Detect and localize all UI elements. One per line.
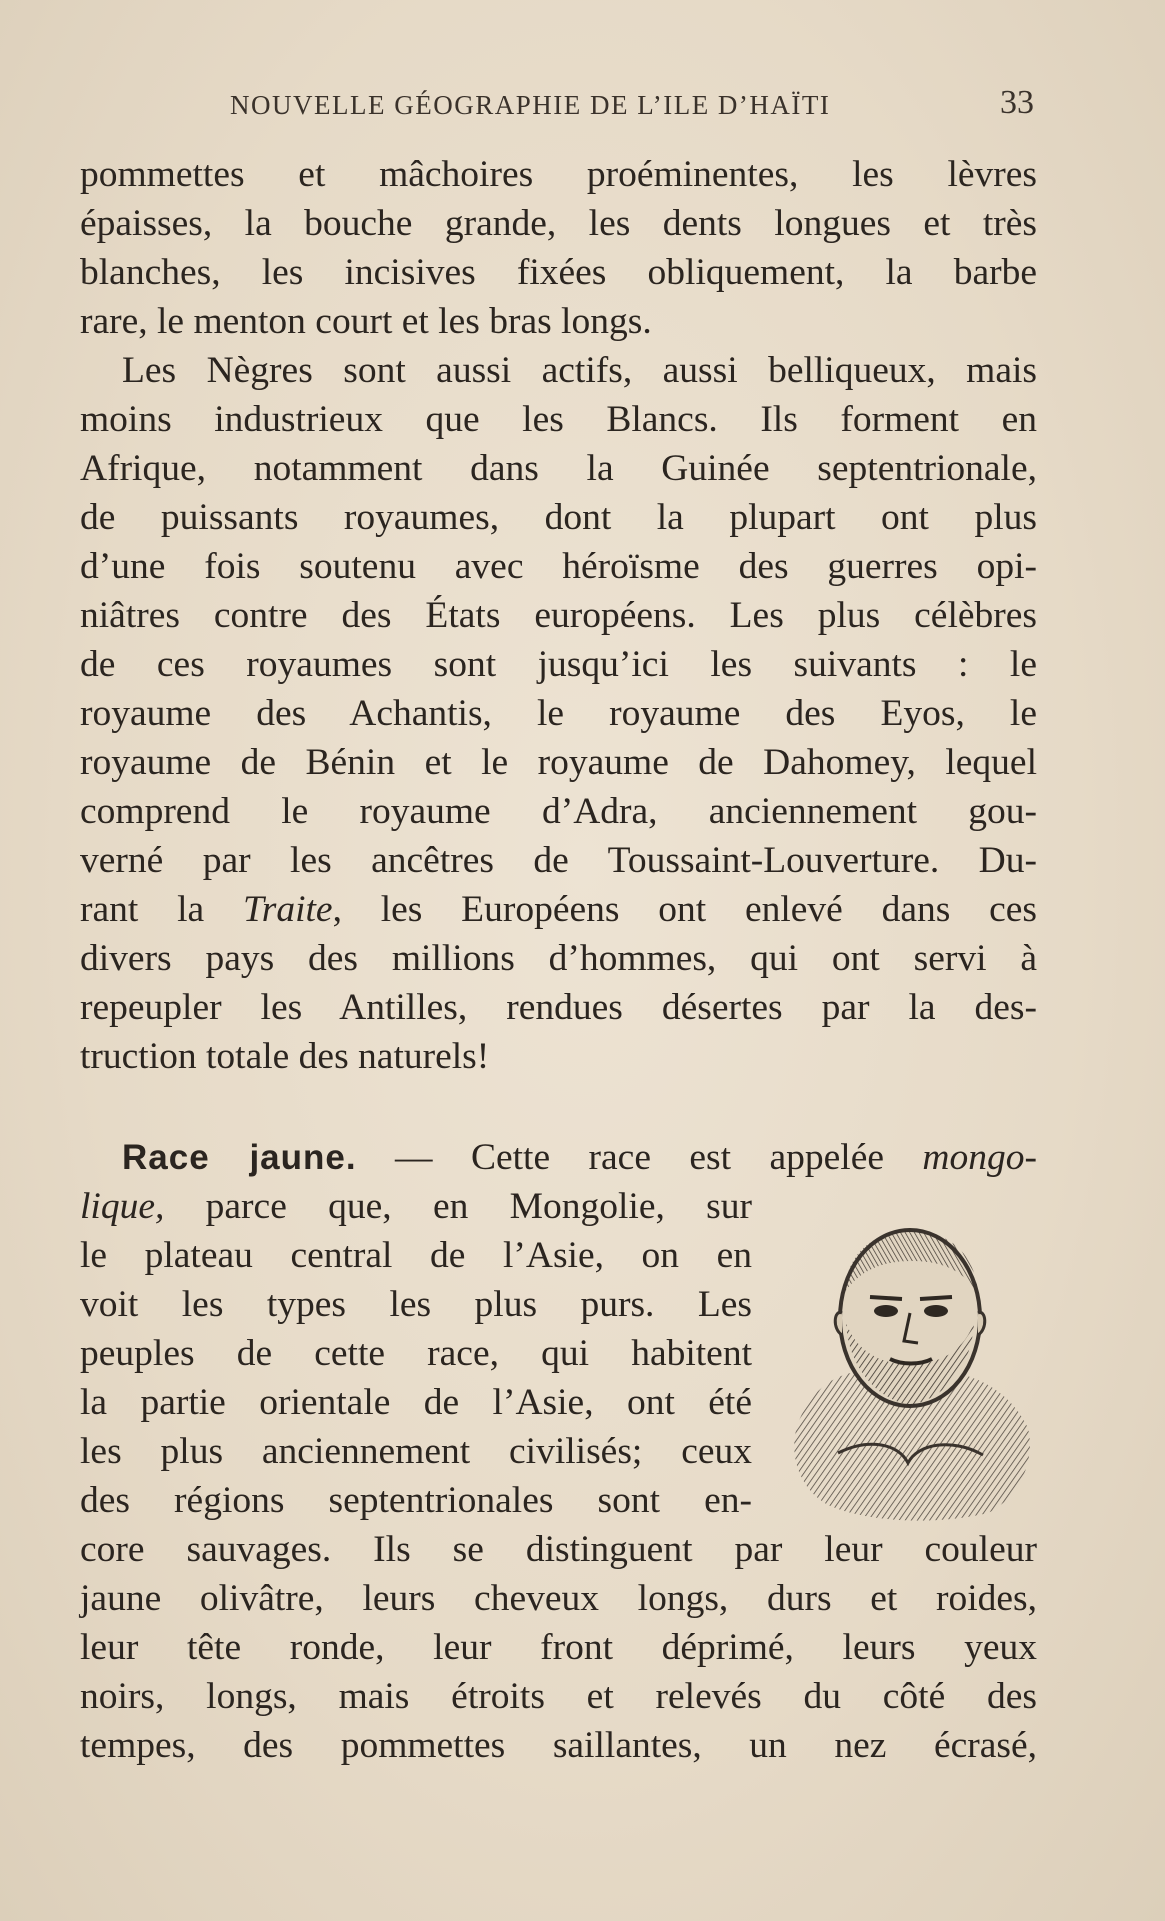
- text-line: la partie orientale de l’Asie, ont été: [80, 1382, 752, 1423]
- text-line: d’une fois soutenu avec héroïsme des guerres opi-: [80, 546, 1037, 587]
- section-heading: Race jaune.: [122, 1138, 357, 1177]
- line-prefix: rant la: [80, 889, 243, 930]
- line-text: parce que, en Mongolie, sur: [164, 1186, 752, 1227]
- text-line: royaume de Bénin et le royaume de Dahomey, lequel: [80, 742, 1037, 783]
- text-line: le plateau central de l’Asie, on en: [80, 1235, 752, 1276]
- text-line: de puissants royaumes, dont la plupart ont plus: [80, 497, 1037, 538]
- body-text: [80, 150, 1037, 1081]
- text-line: Afrique, notamment dans la Guinée septentrionale,: [80, 448, 1037, 489]
- section-heading-line: [80, 1133, 1037, 1182]
- heading-text: Cette race est appelée: [470, 1137, 923, 1178]
- text-line: divers pays des millions d’hommes, qui ont servi à: [80, 938, 1037, 979]
- text-line: voit les types les plus purs. Les: [80, 1284, 752, 1325]
- portrait-head: [835, 1230, 985, 1406]
- text-line: les plus anciennement civilisés; ceux: [80, 1431, 752, 1472]
- text-line: leur tête ronde, leur front déprimé, leurs yeux: [80, 1627, 1037, 1668]
- heading-dash: —: [356, 1137, 471, 1178]
- text-line: niâtres contre des États européens. Les plus célèbres: [80, 595, 1037, 636]
- running-title: NOUVELLE GÉOGRAPHIE DE L’ILE D’HAÏTI: [230, 90, 831, 120]
- text-line: core sauvages. Ils se distinguent par leur couleur: [80, 1529, 1037, 1570]
- text-line: comprend le royaume d’Adra, anciennement gou-: [80, 791, 1037, 832]
- page-number: 33: [1000, 84, 1034, 121]
- text-line: des régions septentrionales sont en-: [80, 1480, 752, 1521]
- text-line: truction totale des naturels!: [80, 1036, 490, 1077]
- text-line: [80, 1182, 752, 1231]
- text-line: jaune olivâtre, leurs cheveux longs, durs et roides,: [80, 1578, 1037, 1619]
- running-head: [80, 84, 1040, 124]
- text-line: blanches, les incisives fixées obliquement, la barbe: [80, 252, 1037, 293]
- text-line: royaume des Achantis, le royaume des Eyos, le: [80, 693, 1037, 734]
- text-line: de ces royaumes sont jusqu’ici les suivants : le: [80, 644, 1037, 685]
- engraved-portrait-icon: [778, 1213, 1040, 1523]
- text-line: rare, le menton court et les bras longs.: [80, 301, 652, 342]
- italic-term: lique,: [80, 1186, 165, 1227]
- text-line: repeupler les Antilles, rendues désertes par la des-: [80, 987, 1037, 1028]
- italic-term: Traite: [242, 889, 333, 930]
- text-line: pommettes et mâchoires proéminentes, les lèvres: [80, 154, 1037, 195]
- italic-term: mongo-: [922, 1137, 1037, 1178]
- text-line: verné par les ancêtres de Toussaint-Louverture. Du-: [80, 840, 1037, 881]
- line-suffix: , les Européens ont enlevé dans ces: [332, 889, 1037, 930]
- text-line: épaisses, la bouche grande, les dents longues et très: [80, 203, 1037, 244]
- text-line: Les Nègres sont aussi actifs, aussi belliqueux, mais: [122, 350, 1037, 391]
- text-line: noirs, longs, mais étroits et relevés du côté des: [80, 1676, 1037, 1717]
- text-line: moins industrieux que les Blancs. Ils forment en: [80, 399, 1037, 440]
- text-line: peuples de cette race, qui habitent: [80, 1333, 752, 1374]
- text-line: [80, 885, 1037, 934]
- text-line: tempes, des pommettes saillantes, un nez écrasé,: [80, 1725, 1037, 1766]
